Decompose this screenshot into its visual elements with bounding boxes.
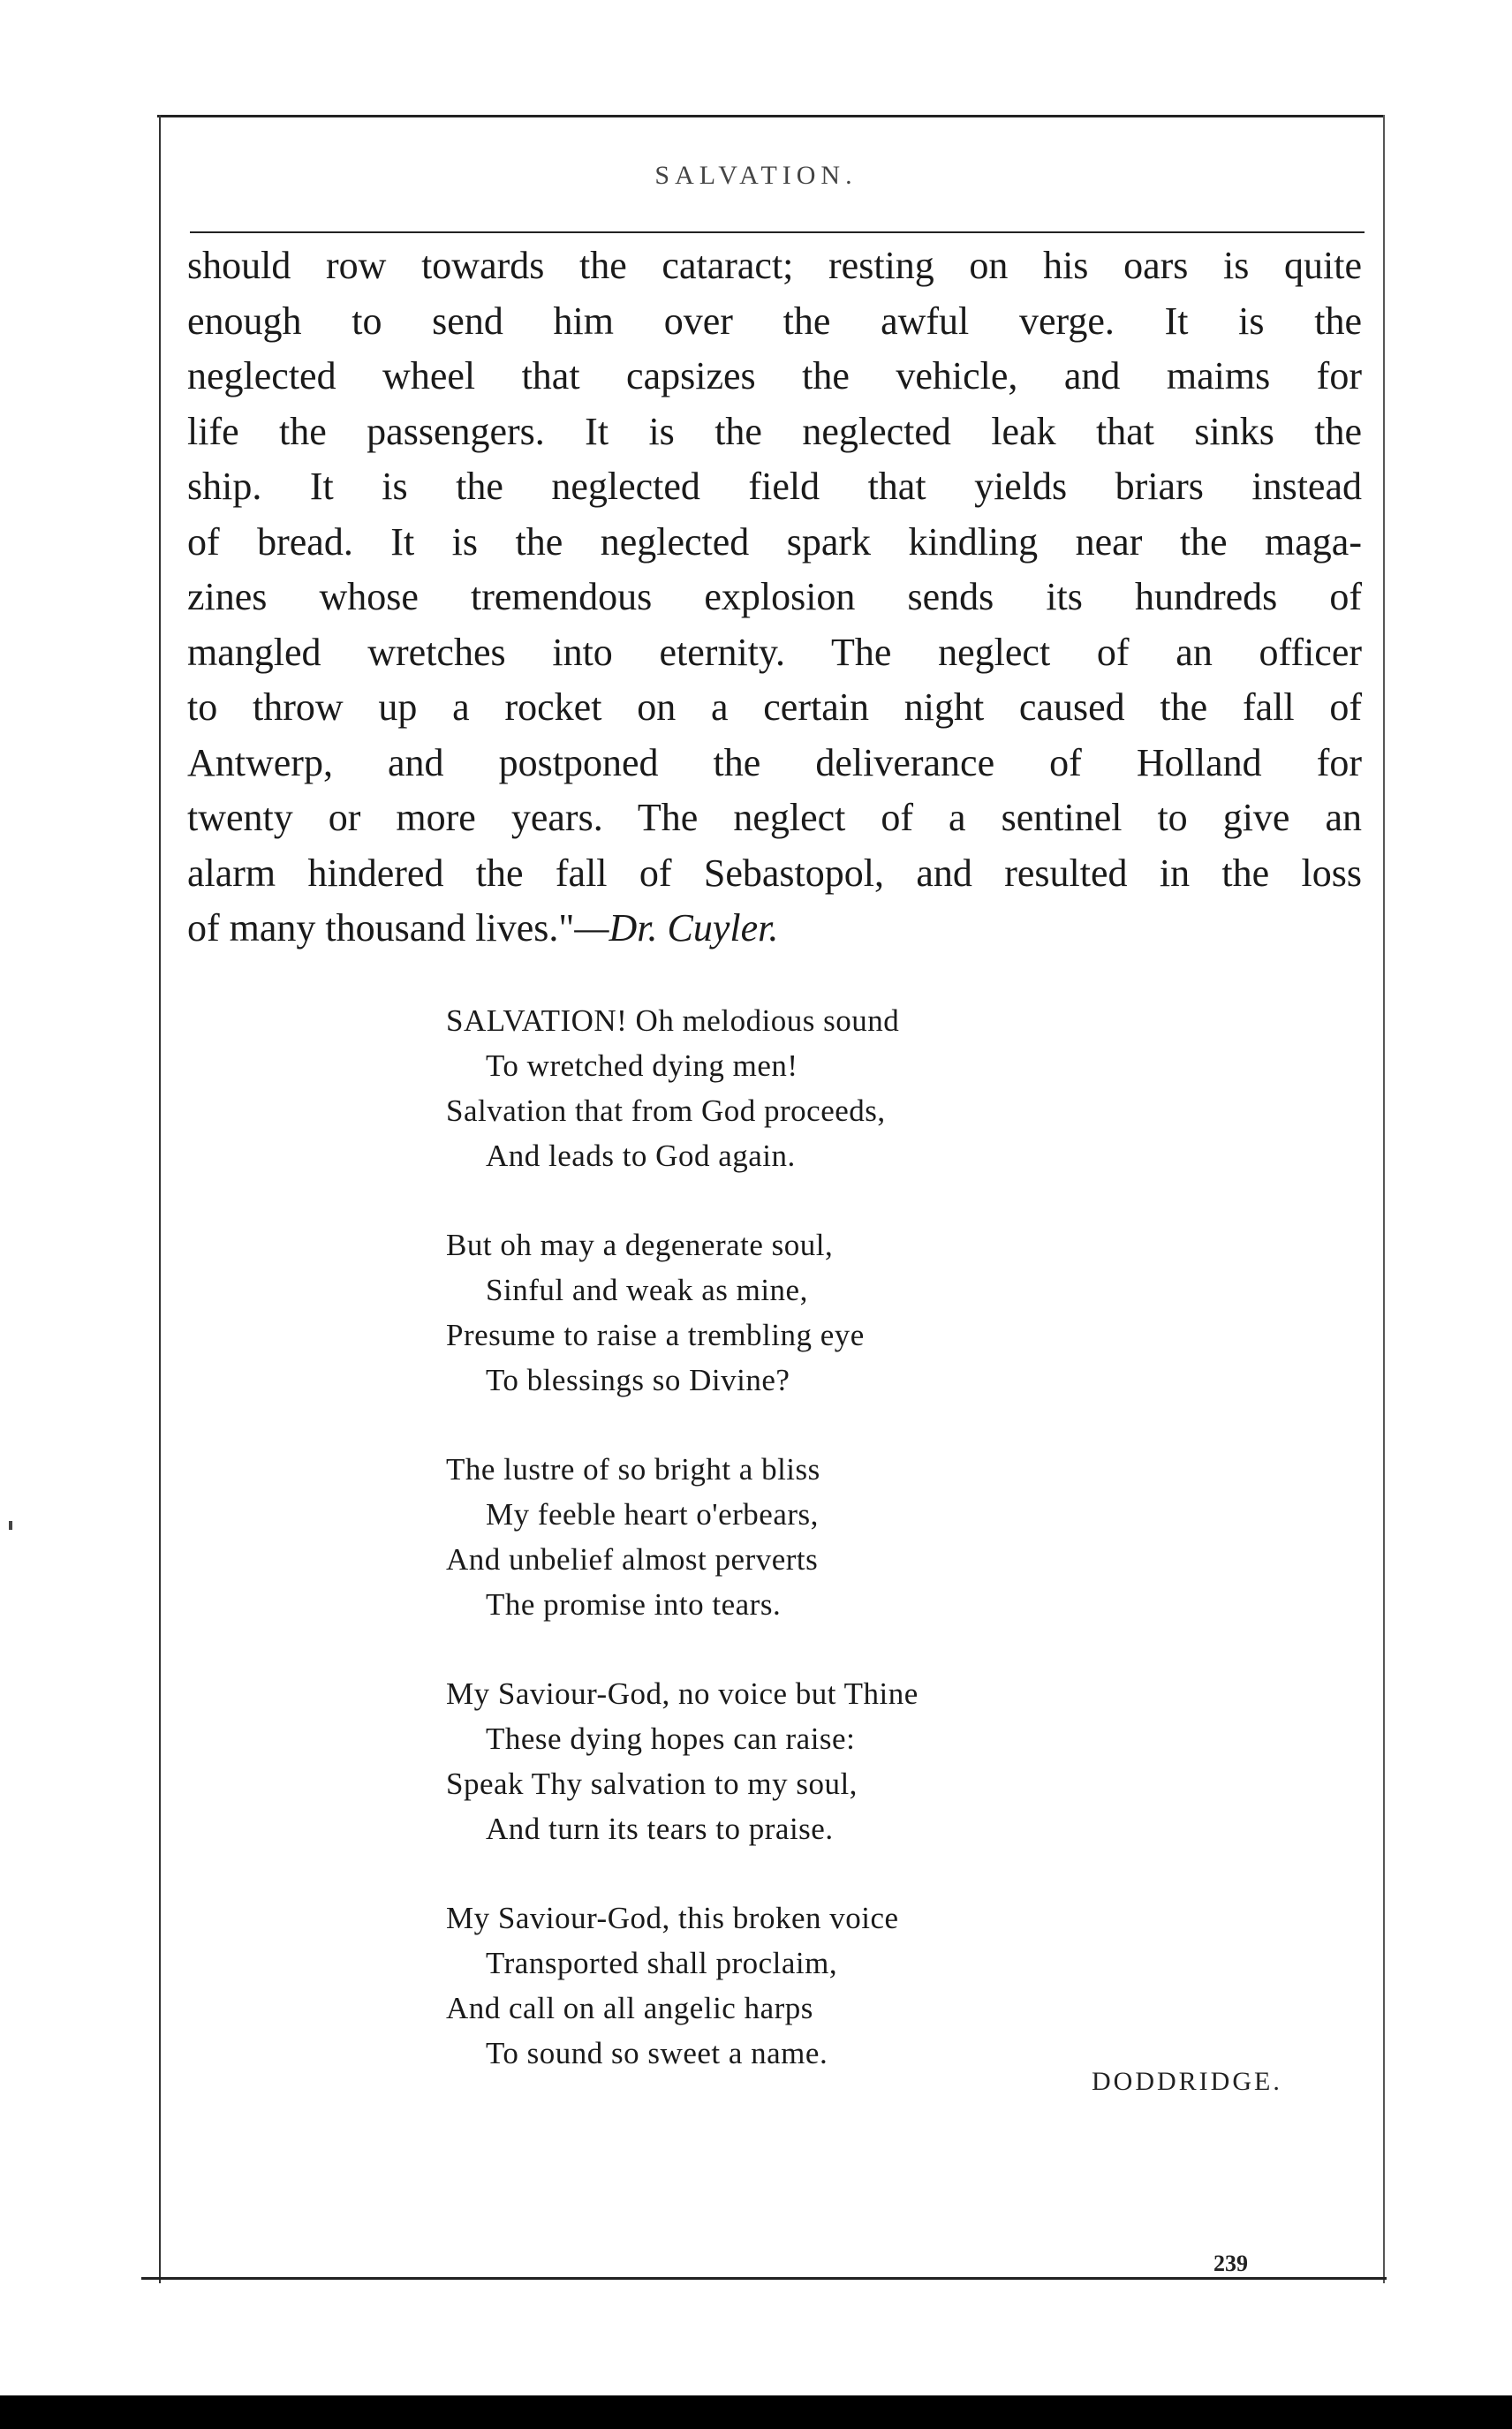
scan-edge-band [0, 2395, 1512, 2429]
prose-paragraph [187, 238, 1362, 957]
poem-verse: Presume to raise a trembling eye [446, 1318, 865, 1352]
poem-verse: SALVATION! Oh melodious sound [446, 1003, 900, 1038]
prose-line-text: of many thousand lives." [187, 906, 575, 950]
poem-verse: Speak Thy salvation to my soul, [446, 1767, 858, 1801]
page-frame-bottom [141, 2277, 1387, 2280]
poem-verse: My Saviour-God, no voice but Thine [446, 1676, 919, 1711]
poem-stanza [446, 998, 1153, 1178]
poem-verse: The lustre of so bright a bliss [446, 1452, 820, 1487]
prose-line: enough to send him over the awful verge. It is the [187, 299, 1362, 343]
page-frame-right [1383, 115, 1385, 2283]
prose-line: alarm hindered the fall of Sebastopol, and resulted in the loss [187, 851, 1362, 895]
page-number: 239 [1213, 2251, 1248, 2276]
poem-verse: And turn its tears to praise. [486, 1812, 834, 1846]
poem-verse: And leads to God again. [486, 1139, 796, 1173]
quote-attribution: —Dr. Cuyler. [574, 906, 779, 950]
poem-verse: My Saviour-God, this broken voice [446, 1901, 899, 1935]
poem-stanza [446, 1671, 1153, 1851]
poem-author: DODDRIDGE. [1092, 2067, 1282, 2096]
prose-line: Antwerp, and postponed the deliverance of Holland for [187, 740, 1362, 784]
poem-verse: The promise into tears. [486, 1587, 782, 1622]
running-head: SALVATION. [654, 161, 858, 190]
prose-line: life the passengers. It is the neglected leak that sinks the [187, 409, 1362, 453]
prose-line: zines whose tremendous explosion sends its hundreds of [187, 575, 1362, 618]
poem-verse: Sinful and weak as mine, [486, 1273, 808, 1307]
poem-verse: Salvation that from God proceeds, [446, 1093, 886, 1128]
prose-line-last [187, 901, 1362, 957]
prose-line: ship. It is the neglected field that yields briars instead [187, 465, 1362, 508]
header-rule [190, 231, 1365, 233]
poem-verse: And unbelief almost perverts [446, 1542, 819, 1577]
prose-line: should row towards the cataract; resting on his oars is quite [187, 244, 1362, 287]
page-frame-top [157, 115, 1385, 117]
poem-verse: And call on all angelic harps [446, 1991, 813, 2025]
poem-stanza [446, 1222, 1153, 1403]
prose-line: twenty or more years. The neglect of a sentinel to give an [187, 796, 1362, 839]
poem-stanza [446, 1447, 1153, 1627]
poem-verse: To wretched dying men! [486, 1048, 798, 1083]
poem-verse: But oh may a degenerate soul, [446, 1228, 834, 1262]
poem-stanza [446, 1896, 1153, 2076]
poem [446, 998, 1153, 2120]
poem-verse: To sound so sweet a name. [486, 2036, 828, 2070]
poem-verse: To blessings so Divine? [486, 1363, 790, 1397]
poem-verse: These dying hopes can raise: [486, 1721, 856, 1756]
poem-verse: Transported shall proclaim, [486, 1946, 838, 1980]
prose-line: to throw up a rocket on a certain night caused the fall of [187, 685, 1362, 729]
scan-mark [9, 1521, 12, 1530]
poem-verse: My feeble heart o'erbears, [486, 1497, 819, 1532]
prose-line: of bread. It is the neglected spark kindling near the maga- [187, 519, 1362, 564]
prose-line: neglected wheel that capsizes the vehicle, and maims for [187, 354, 1362, 397]
page-frame-left [159, 115, 161, 2283]
prose-line: mangled wretches into eternity. The neglect of an officer [187, 630, 1362, 674]
